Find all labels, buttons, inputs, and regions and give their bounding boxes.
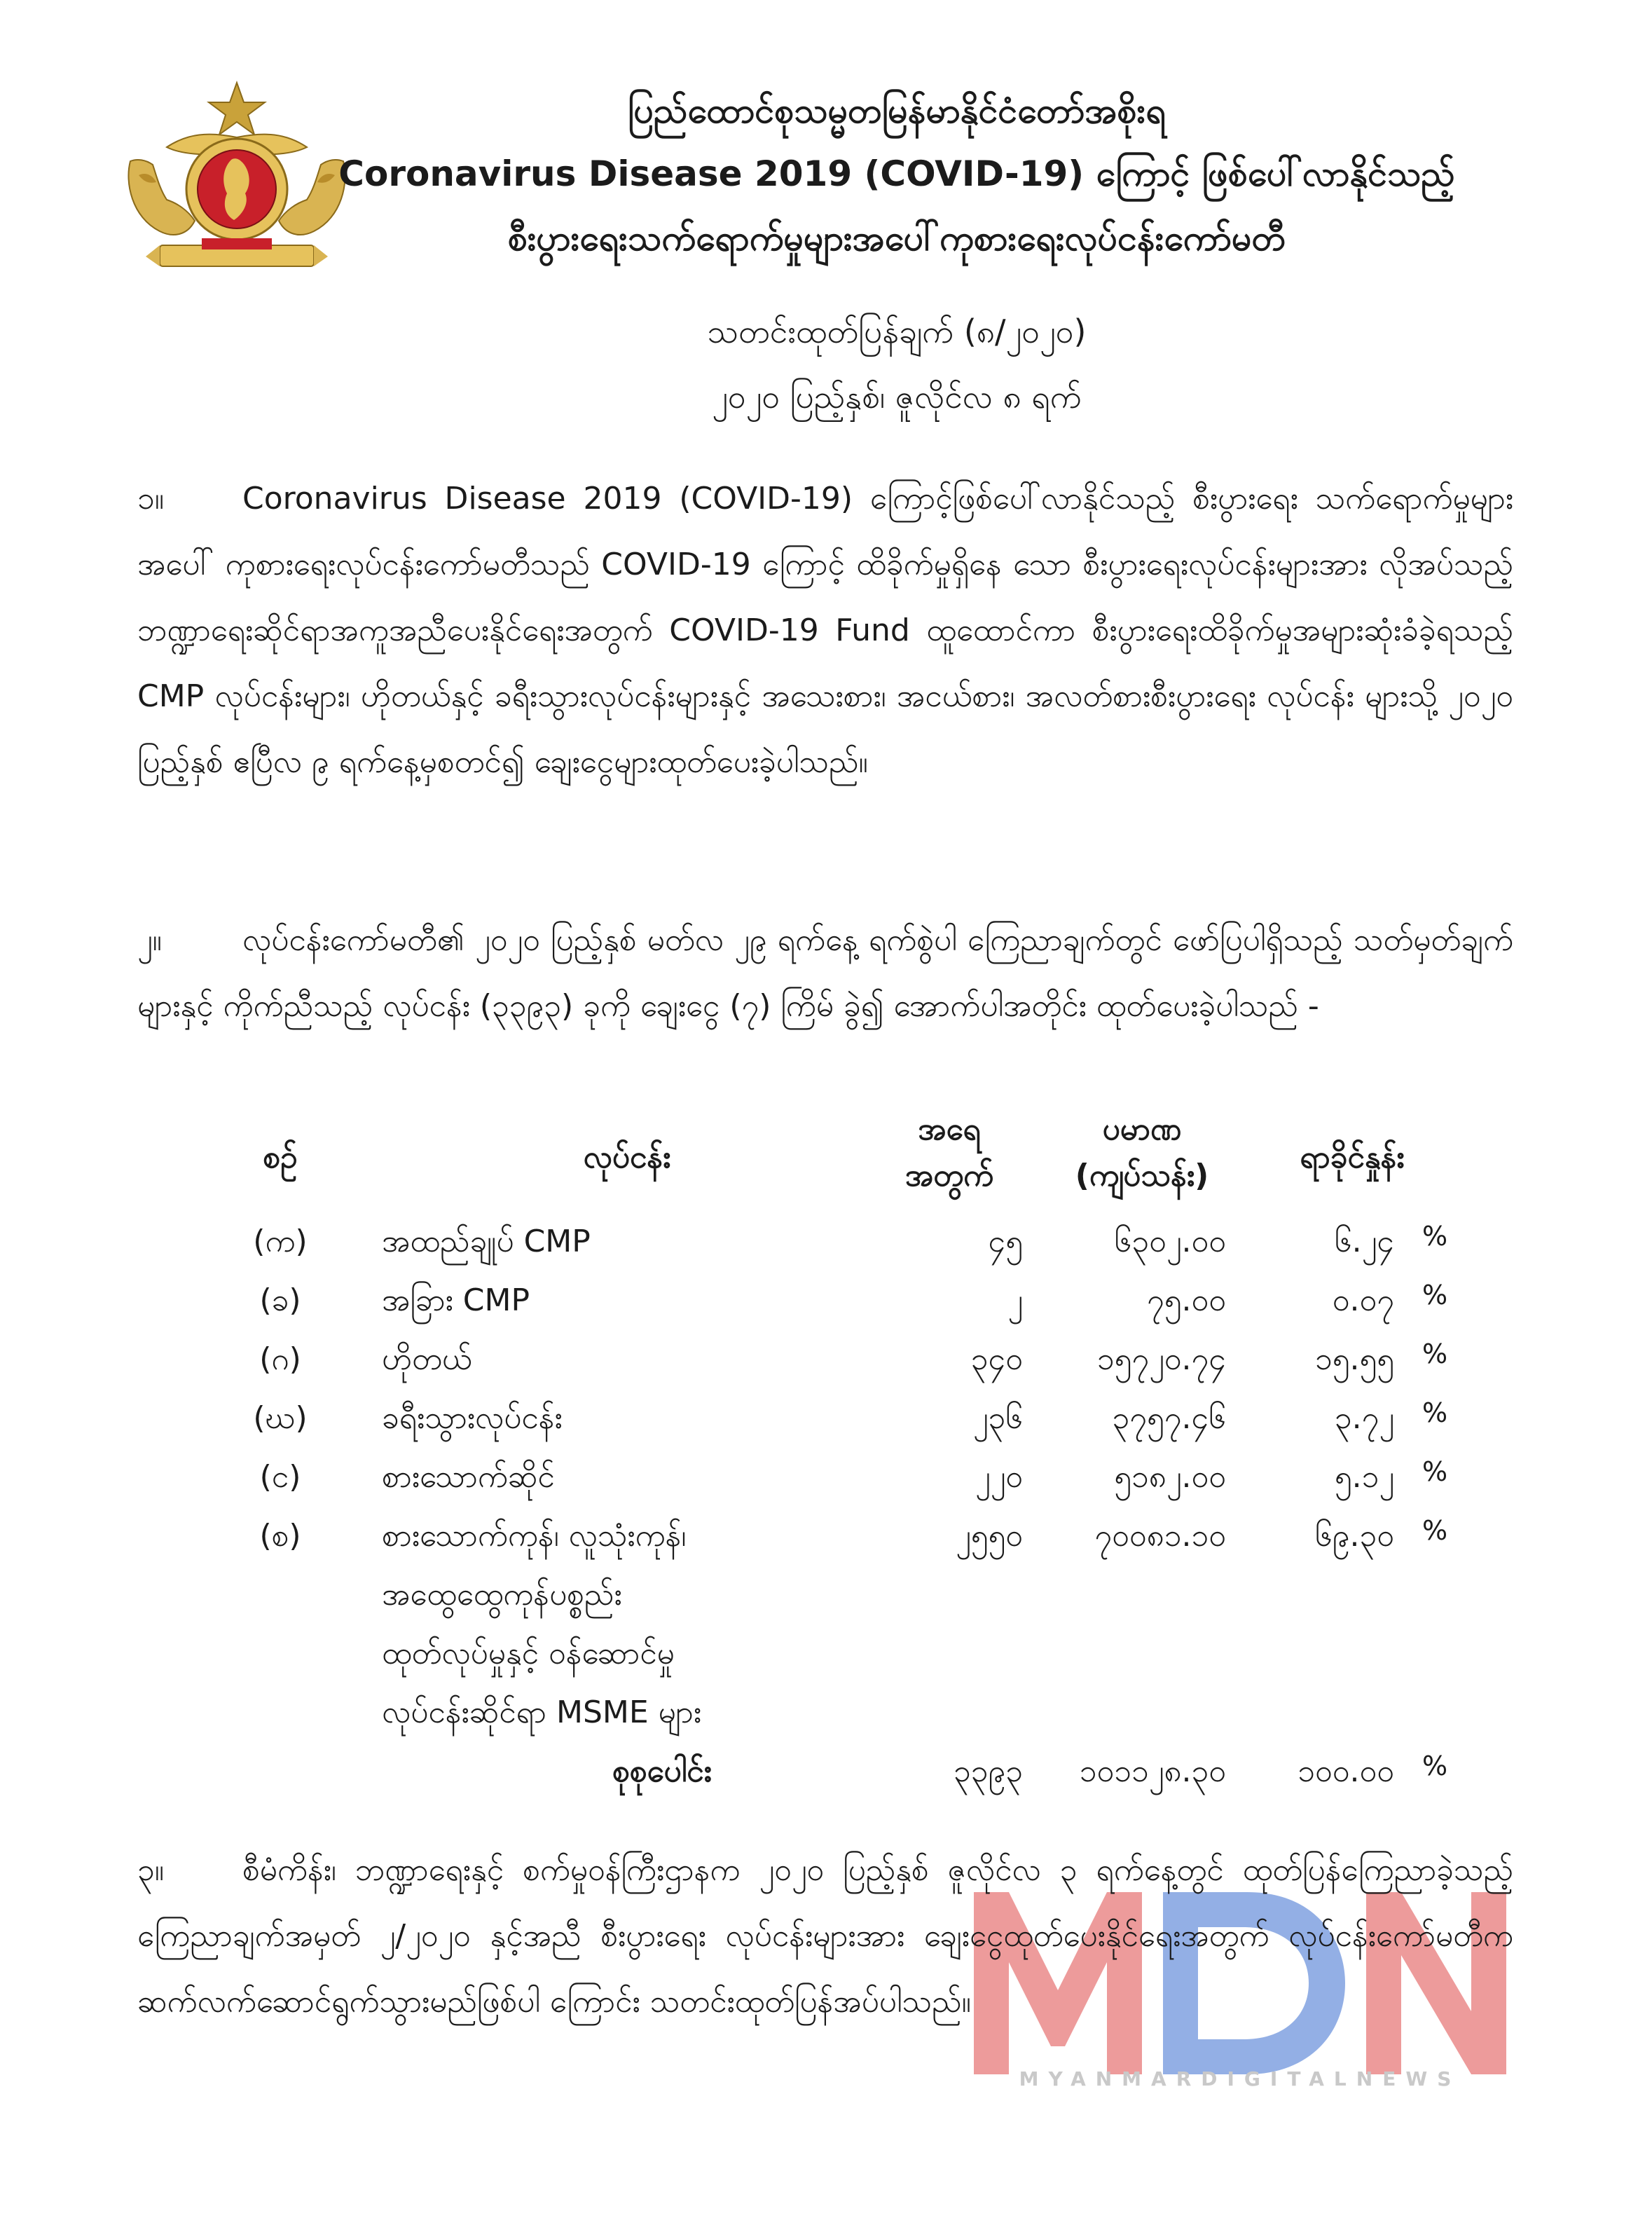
watermark-text: MYANMARDIGITALNEWS [1019,2067,1461,2090]
row-percent: ၀.၀၇ [1332,1282,1394,1318]
total-count: ၃၃၉၃ [954,1753,1023,1789]
committee-title-line1: Coronavirus Disease 2019 (COVID-19) ကြောင့် ဖြစ်ပေါ်လာနိုင်သည့် [338,153,1455,194]
row-count: ၃၄၀ [970,1341,1023,1377]
percent-sign: % [1422,1397,1448,1428]
col-header-count-line1: အရေ [918,1111,981,1147]
row-percent: ၃.၇၂ [1334,1400,1394,1436]
paragraph-1 [137,466,1513,795]
paragraph-3 [137,1837,1513,2035]
percent-sign: % [1422,1751,1448,1781]
loan-table [0,1107,1652,1808]
row-amount: ၃၇၅၇.၄၆ [1112,1400,1226,1436]
total-amount: ၁၀၁၁၂၈.၃၀ [1079,1753,1226,1789]
row-count: ၂၂၀ [975,1459,1023,1495]
row-code: (ဂ) [259,1341,301,1377]
row-count: ၂၅၅၀ [956,1518,1023,1554]
row-code: (စ) [259,1518,301,1554]
percent-sign: % [1422,1515,1448,1546]
row-business: အထည်ချုပ် CMP [382,1224,591,1259]
paragraph-text: လုပ်ငန်းကော်မတီ၏ ၂၀၂၀ ပြည့်နှစ် မတ်လ ၂၉ ရက်နေ့ ရက်စွဲပါ ကြေညာချက်တွင် ဖော်ပြပါရှိသည့် သတ်မှတ်ချက်များနှင့် ကိုက်ညီသည့် လုပ်ငန်း (၃၃၉၃) ခုကို ချေးငွေ (၇) ကြိမ် ခွဲ၍ အောက်ပါအတိုင်း ထုတ်ပေးခဲ့ပါသည် - [137,922,1513,1024]
total-label: စုစုပေါင်း [612,1753,712,1789]
row-amount: ၅၁၈၂.၀၀ [1114,1459,1226,1495]
row-amount: ၇၅.၀၀ [1147,1282,1226,1318]
row-code: (င) [259,1459,301,1495]
paragraph-number: ၂။ [137,922,162,958]
row-percent: ၁၅.၅၅ [1315,1341,1394,1377]
row-code: (ခ) [259,1282,301,1318]
row-business-line2: အထွေထွေကုန်ပစ္စည်း [382,1577,622,1613]
percent-sign: % [1422,1221,1448,1252]
row-business-line4: လုပ်ငန်းဆိုင်ရာ MSME များ [382,1695,701,1730]
row-amount: ၁၅၇၂၀.၇၄ [1096,1341,1226,1377]
row-percent: ၆၉.၃၀ [1315,1518,1394,1554]
row-business: စားသောက်ကုန်၊ လူသုံးကုန်၊ [382,1518,687,1554]
row-business: ဟိုတယ် [382,1341,472,1377]
row-percent: ၆.၂၄ [1334,1224,1394,1259]
row-amount: ၇၀၀၈၁.၁၀ [1094,1518,1226,1554]
row-count: ၄၅ [988,1224,1023,1259]
row-business-line3: ထုတ်လုပ်မှုနှင့် ဝန်ဆောင်မှု [382,1636,675,1671]
row-code: (ဃ) [253,1400,308,1436]
percent-sign: % [1422,1456,1448,1487]
committee-title-line2: စီးပွားရေးသက်ရောက်မှုများအပေါ်ကုစားရေးလုပ်ငန်းကော်မတီ [507,218,1286,259]
row-business: ခရီးသွားလုပ်ငန်း [382,1400,563,1436]
paragraph-number: ၃။ [137,1852,165,1888]
row-amount: ၆၃၀၂.၀၀ [1114,1224,1226,1259]
row-code: (က) [253,1224,308,1259]
row-percent: ၅.၁၂ [1334,1459,1394,1495]
paragraph-text: စီမံကိန်း၊ ဘဏ္ဍာရေးနှင့် စက်မှုဝန်ကြီးဌာနက ၂၀၂၀ ပြည့်နှစ် ဇူလိုင်လ ၃ ရက်နေ့တွင် ထုတ်ပြန်ကြေညာခဲ့သည့် ကြေညာချက်အမှတ် ၂/၂၀၂၀ နှင့်အညီ စီးပွားရေး လုပ်ငန်းများအား ချေးငွေထုတ်ပေးနိုင်ရေးအတွက် လုပ်ငန်းကော်မတီက ဆက်လက်ဆောင်ရွက်သွားမည်ဖြစ်ပါ ကြောင်း သတင်းထုတ်ပြန်အပ်ပါသည်။ [137,1852,1513,2020]
paragraph-2 [137,908,1513,1039]
row-business: အခြား CMP [382,1282,530,1318]
issuing-government: ပြည်ထောင်စုသမ္မတမြန်မာနိုင်ငံတော်အစိုးရ [628,90,1166,131]
paragraph-text: Coronavirus Disease 2019 (COVID-19) ကြောင့်ဖြစ်ပေါ်လာနိုင်သည့် စီးပွားရေး သက်ရောက်မှုများအပေါ် ကုစားရေးလုပ်ငန်းကော်မတီသည် COVID-19 ကြောင့် ထိခိုက်မှုရှိနေ သော စီးပွားရေးလုပ်ငန်းများအား လိုအပ်သည့်ဘဏ္ဍာရေးဆိုင်ရာအကူအညီပေးနိုင်ရေးအတွက် COVID-19 Fund ထူထောင်ကာ စီးပွားရေးထိခိုက်မှုအများဆုံးခံခဲ့ရသည့် CMP လုပ်ငန်းများ၊ ဟိုတယ်နှင့် ခရီးသွားလုပ်ငန်းများနှင့် အသေးစား၊ အငယ်စား၊ အလတ်စားစီးပွားရေး လုပ်ငန်း များသို့ ၂၀၂၀ ပြည့်နှစ် ဧပြီလ ၉ ရက်နေ့မှစတင်၍ ချေးငွေများထုတ်ပေးခဲ့ပါသည်။ [137,481,1513,780]
col-header-percent: ရာခိုင်နှုန်း [1300,1139,1405,1175]
total-percent: ၁၀၀.၀၀ [1297,1753,1394,1789]
row-count: ၂ [1007,1282,1023,1318]
percent-sign: % [1422,1339,1448,1369]
col-header-amount-line1: ပမာဏ [1102,1111,1182,1147]
col-header-count-line2: အတွက် [904,1158,994,1193]
col-header-business: လုပ်ငန်း [583,1139,671,1175]
announcement-number: သတင်းထုတ်ပြန်ချက် (၈/၂၀၂၀) [707,313,1087,350]
col-header-amount-line2: (ကျပ်သန်း) [1075,1158,1209,1193]
row-count: ၂၃၆ [972,1400,1023,1436]
percent-sign: % [1422,1280,1448,1310]
paragraph-number: ၁။ [137,481,165,516]
announcement-date: ၂၀၂၀ ပြည့်နှစ်၊ ဇူလိုင်လ ၈ ရက် [712,378,1082,416]
col-header-code: စဉ် [263,1139,298,1175]
row-business: စားသောက်ဆိုင် [382,1459,555,1495]
